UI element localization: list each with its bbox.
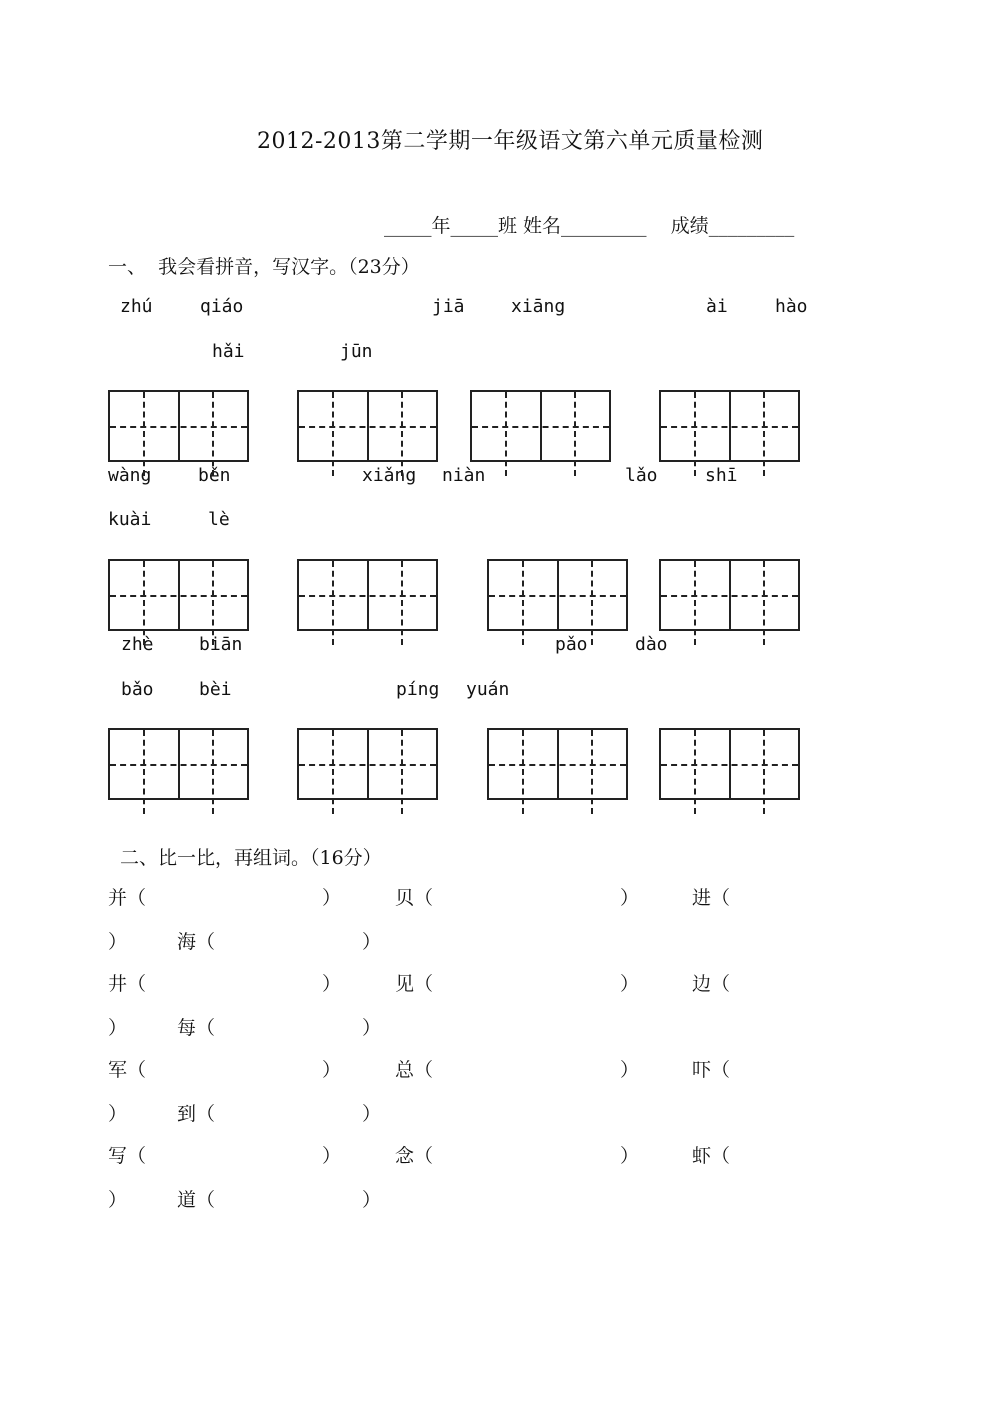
character-writing-box[interactable] — [487, 728, 628, 800]
compare-character: 进（ — [692, 887, 731, 909]
pinyin-label: pǎo — [555, 634, 588, 655]
dashed-guide-vertical — [763, 561, 765, 645]
dashed-guide-vertical — [143, 730, 145, 814]
pinyin-label: zhú — [120, 296, 153, 317]
pinyin-label: wàng — [108, 465, 152, 486]
dashed-guide-horizontal — [299, 426, 436, 428]
dashed-guide-horizontal — [489, 595, 626, 597]
dashed-guide-vertical — [763, 730, 765, 814]
pinyin-label: niàn — [442, 465, 486, 486]
pinyin-label: běn — [198, 465, 231, 486]
dashed-guide-vertical — [332, 730, 334, 814]
dashed-guide-vertical — [694, 392, 696, 476]
dashed-guide-vertical — [212, 730, 214, 814]
character-writing-box[interactable] — [487, 559, 628, 631]
dashed-guide-vertical — [401, 561, 403, 645]
dashed-guide-horizontal — [110, 764, 247, 766]
compare-character: 见（ — [395, 973, 434, 995]
dashed-guide-vertical — [401, 730, 403, 814]
pinyin-label: yuán — [466, 679, 510, 700]
answer-blank-close: ） — [322, 973, 342, 995]
compare-character: 写（ — [108, 1145, 147, 1167]
compare-character: 井（ — [108, 973, 147, 995]
page-title: 2012-2013第二学期一年级语文第六单元质量检测 — [257, 129, 764, 154]
answer-blank-close: ） — [362, 1017, 382, 1039]
pinyin-label: qiáo — [200, 296, 244, 317]
dashed-guide-vertical — [522, 561, 524, 645]
dashed-guide-vertical — [505, 392, 507, 476]
pinyin-label: hǎi — [212, 341, 245, 362]
character-writing-box[interactable] — [297, 728, 438, 800]
compare-character: 虾（ — [692, 1145, 731, 1167]
answer-blank-close: ） — [620, 973, 640, 995]
dashed-guide-horizontal — [661, 426, 798, 428]
character-writing-box[interactable] — [297, 390, 438, 462]
dashed-guide-vertical — [143, 392, 145, 476]
character-writing-box[interactable] — [659, 559, 800, 631]
answer-blank-close: ） — [362, 1189, 382, 1211]
character-writing-box[interactable] — [659, 390, 800, 462]
answer-blank-close: ） — [108, 1103, 128, 1125]
dashed-guide-horizontal — [299, 764, 436, 766]
compare-character: 海（ — [177, 931, 216, 953]
dashed-guide-vertical — [591, 730, 593, 814]
answer-blank-close: ） — [108, 1189, 128, 1211]
pinyin-label: jūn — [340, 341, 373, 362]
dashed-guide-vertical — [694, 730, 696, 814]
compare-character: 吓（ — [692, 1059, 731, 1081]
compare-character: 军（ — [108, 1059, 147, 1081]
pinyin-label: ài — [706, 296, 728, 317]
dashed-guide-vertical — [143, 561, 145, 645]
character-writing-box[interactable] — [659, 728, 800, 800]
dashed-guide-horizontal — [110, 426, 247, 428]
character-writing-box[interactable] — [470, 390, 611, 462]
character-writing-box[interactable] — [108, 728, 249, 800]
pinyin-label: hào — [775, 296, 808, 317]
pinyin-label: bèi — [199, 679, 232, 700]
pinyin-label: bǎo — [121, 679, 154, 700]
answer-blank-close: ） — [322, 1145, 342, 1167]
compare-character: 到（ — [177, 1103, 216, 1125]
pinyin-label: biān — [199, 634, 243, 655]
pinyin-label: dào — [635, 634, 668, 655]
pinyin-label: jiā — [432, 296, 465, 317]
answer-blank-close: ） — [108, 1017, 128, 1039]
character-writing-box[interactable] — [108, 390, 249, 462]
compare-character: 贝（ — [395, 887, 434, 909]
dashed-guide-vertical — [763, 392, 765, 476]
compare-character: 总（ — [395, 1059, 434, 1081]
compare-character: 并（ — [108, 887, 147, 909]
compare-character: 道（ — [177, 1189, 216, 1211]
section-2-heading: 二、比一比，再组词。（16分） — [120, 847, 382, 869]
pinyin-label: zhè — [121, 634, 154, 655]
answer-blank-close: ） — [362, 1103, 382, 1125]
answer-blank-close: ） — [620, 1145, 640, 1167]
compare-character: 念（ — [395, 1145, 434, 1167]
dashed-guide-vertical — [694, 561, 696, 645]
character-writing-box[interactable] — [108, 559, 249, 631]
dashed-guide-horizontal — [489, 764, 626, 766]
pinyin-label: shī — [705, 465, 738, 486]
pinyin-label: kuài — [108, 509, 152, 530]
compare-character: 边（ — [692, 973, 731, 995]
dashed-guide-vertical — [332, 392, 334, 476]
dashed-guide-vertical — [522, 730, 524, 814]
dashed-guide-vertical — [212, 392, 214, 476]
dashed-guide-horizontal — [110, 595, 247, 597]
pinyin-label: lè — [208, 509, 230, 530]
answer-blank-close: ） — [108, 931, 128, 953]
section-1-heading: 一、 我会看拼音，写汉字。（23分） — [108, 256, 420, 278]
answer-blank-close: ） — [322, 887, 342, 909]
dashed-guide-vertical — [332, 561, 334, 645]
answer-blank-close: ） — [620, 1059, 640, 1081]
dashed-guide-horizontal — [299, 595, 436, 597]
dashed-guide-horizontal — [661, 595, 798, 597]
student-info-line: _____年_____班 姓名_________ 成绩_________ — [384, 215, 795, 237]
answer-blank-close: ） — [362, 931, 382, 953]
pinyin-label: lǎo — [625, 465, 658, 486]
pinyin-label: xiāng — [511, 296, 566, 317]
dashed-guide-horizontal — [661, 764, 798, 766]
dashed-guide-vertical — [212, 561, 214, 645]
dashed-guide-vertical — [591, 561, 593, 645]
pinyin-label: píng — [396, 679, 440, 700]
answer-blank-close: ） — [322, 1059, 342, 1081]
dashed-guide-vertical — [401, 392, 403, 476]
compare-character: 每（ — [177, 1017, 216, 1039]
character-writing-box[interactable] — [297, 559, 438, 631]
pinyin-label: xiǎng — [362, 465, 417, 486]
answer-blank-close: ） — [620, 887, 640, 909]
dashed-guide-horizontal — [472, 426, 609, 428]
dashed-guide-vertical — [574, 392, 576, 476]
